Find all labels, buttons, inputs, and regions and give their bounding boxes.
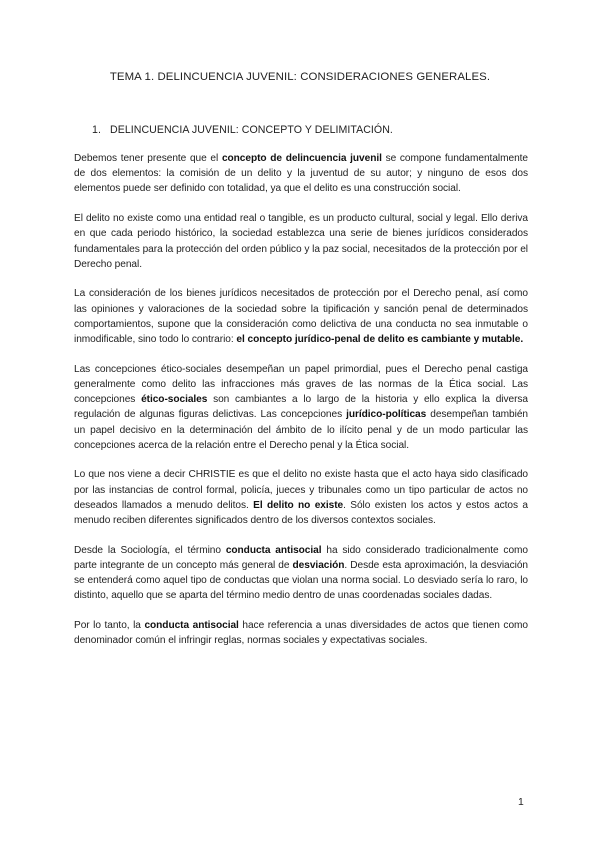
document-title: TEMA 1. DELINCUENCIA JUVENIL: CONSIDERACIONES GENERALES. bbox=[109, 71, 491, 83]
paragraph-text: Las concepciones ético-sociales desempeñan un papel primordial, pues el Derecho penal castiga generalmente como delito las infracciones más graves de las normas de la Ética social. Las concepciones bbox=[74, 363, 528, 406]
paragraph-text: . Desde esta aproximación, la desviación se entenderá como aquel tipo de conductas que violan una norma social. Lo desviado sería lo raro, lo distinto, aquello que se aparta del término medio dentro de unas coordenadas sociales dadas. bbox=[74, 559, 528, 602]
bold-term: conducta antisocial bbox=[225, 544, 322, 556]
paragraph bbox=[74, 543, 528, 604]
paragraph-text: Lo que nos viene a decir CHRISTIE es que el delito no existe hasta que el acto haya sido clasificado por las instancias de control formal, policía, jueces y tribunales como un tipo particular de actos no deseados llamados a menudo delitos. bbox=[74, 469, 528, 511]
paragraph-text: hace referencia a unas diversidades de actos que tienen como denominador común el infringir reglas, normas sociales y expectativas sociales. bbox=[74, 620, 528, 647]
paragraph-text: se compone fundamentalmente de dos elementos: la comisión de un delito y la juventud de su autor; y ninguno de esos dos elementos puede ser definido con totalidad, ya que el delito es una construcción social. bbox=[74, 153, 528, 195]
paragraph-text: Debemos tener presente que el bbox=[74, 153, 222, 164]
section-heading bbox=[92, 124, 393, 136]
bold-term: jurídico-políticas bbox=[346, 409, 427, 421]
paragraph bbox=[74, 362, 528, 453]
paragraph bbox=[74, 618, 528, 648]
document-body bbox=[74, 151, 528, 663]
paragraph-text: Por lo tanto, la bbox=[74, 620, 145, 632]
paragraph-text: desempeñan también un papel decisivo en la determinación del ámbito de lo ilícito penal y de un modo particular las concepciones acerca de la relación entre el Derecho penal y la Ética social. bbox=[74, 409, 528, 451]
paragraph bbox=[74, 151, 528, 197]
bold-term: el concepto jurídico-penal de delito es cambiante y mutable. bbox=[236, 334, 524, 346]
paragraph bbox=[74, 211, 528, 272]
paragraph bbox=[74, 467, 528, 528]
bold-term: conducta antisocial bbox=[144, 620, 239, 632]
paragraph-text: Desde la Sociología, el término bbox=[74, 544, 226, 556]
page-number: 1 bbox=[518, 797, 524, 808]
paragraph-text: La consideración de los bienes jurídicos necesitados de protección por el Derecho penal, así como las opiniones y valoraciones de la sociedad sobre la tipificación y sanción penal de determinados comportamientos, supone que la consideración como delictiva de una conducta no sea inmutable o inmodificable, sino todo lo contrario: bbox=[74, 288, 528, 346]
paragraph bbox=[74, 286, 528, 347]
bold-term: ético-sociales bbox=[141, 394, 208, 406]
section-number: 1. bbox=[92, 124, 101, 136]
bold-term: El delito no existe bbox=[253, 499, 344, 511]
paragraph-text: son cambiantes a lo largo de la historia y ello explica la diversa regulación de algunas figuras delictivas. Las concepciones bbox=[74, 394, 528, 421]
paragraph-text: ha sido considerado tradicionalmente como parte integrante de un concepto más general de bbox=[74, 544, 528, 571]
section-heading-text: DELINCUENCIA JUVENIL: CONCEPTO Y DELIMITACIÓN. bbox=[110, 124, 393, 136]
bold-term: desviación bbox=[292, 559, 345, 571]
paragraph-text: . Sólo existen los actos y estos actos a menudo reciben diferentes significados dentro de los diversos contextos sociales. bbox=[74, 499, 528, 527]
bold-term: concepto de delincuencia juvenil bbox=[221, 153, 382, 164]
paragraph-text: El delito no existe como una entidad real o tangible, es un producto cultural, social y legal. Ello deriva en que cada periodo histórico, la sociedad establezca una serie de bienes jurídicos considerados fundamentales para la protección del orden público y la paz social, necesitados de la protección por el Derecho penal. bbox=[74, 213, 528, 270]
